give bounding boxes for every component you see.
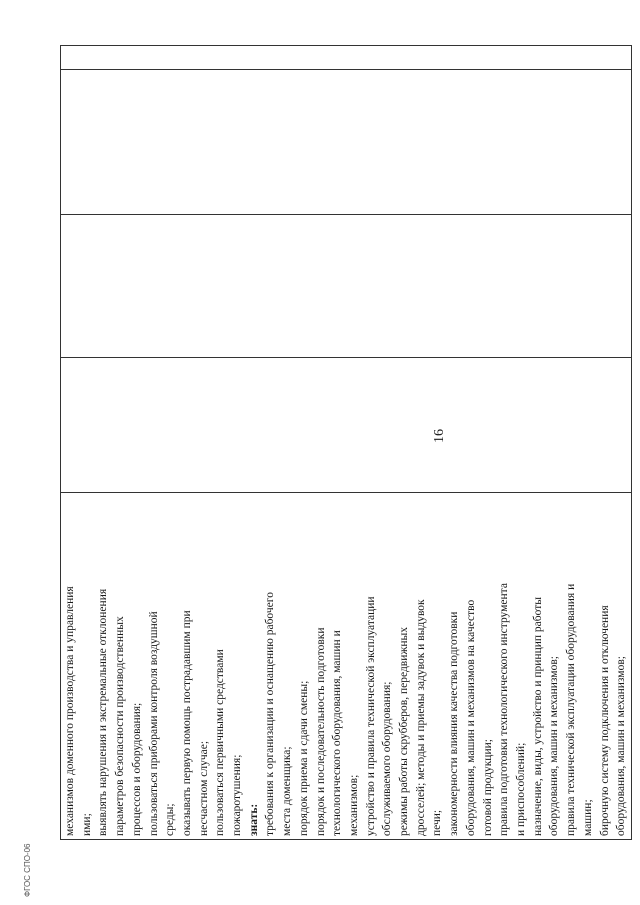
content-line: назначение, виды, устройство и принцип работы — [531, 597, 544, 836]
content-line: устройство и правила технической эксплуатации — [364, 596, 377, 836]
content-cell — [61, 493, 632, 840]
page-number: 16 — [432, 429, 447, 443]
content-line: параметров безопасности производственных — [114, 616, 127, 836]
content-line: оказывать первую помощь пострадавшим при — [180, 610, 193, 836]
content-line: бирочную систему подключения и отключения — [598, 605, 611, 836]
table-row — [61, 46, 632, 840]
empty-cell — [61, 358, 632, 493]
content-line: процессов и оборудования; — [130, 702, 143, 836]
content-line: пожаротушения; — [231, 754, 244, 836]
competency-table — [60, 45, 632, 840]
content-line: правила подготовки технологического инструмента — [498, 583, 511, 836]
content-line: правила технической эксплуатации оборудования и — [565, 583, 578, 836]
content-line: оборудования, машин и механизмов; — [615, 656, 628, 836]
document-code: ФГОС СПО-06 — [23, 843, 32, 897]
content-line: ими; — [80, 813, 93, 836]
content-line: механизмов доменного производства и управления — [64, 586, 76, 836]
content-line: среды; — [164, 803, 177, 836]
content-line: дросселей; методы и приемы задувок и выдувок — [414, 599, 427, 836]
content-line: и приспособлений; — [514, 742, 527, 836]
content-line: места доменщика; — [281, 746, 294, 836]
content-line: механизмов; — [347, 774, 360, 836]
content-line: режимы работы скрубберов, передвижных — [398, 627, 411, 836]
content-line: несчастном случае; — [197, 740, 210, 836]
content-line: печи; — [431, 809, 444, 836]
content-line: закономерности влияния качества подготовки — [448, 611, 461, 836]
empty-cell — [61, 215, 632, 358]
content-line: выявлять нарушения и экстремальные отклонения — [97, 588, 110, 836]
content-line: требования к организации и оснащению рабочего — [264, 592, 277, 836]
content-line: готовой продукции; — [481, 739, 494, 836]
content-line: оборудования, машин и механизмов; — [548, 656, 561, 836]
content-line: порядок приема и сдачи смены; — [297, 680, 310, 836]
content-lines — [62, 496, 630, 836]
content-line: порядок и последовательность подготовки — [314, 627, 327, 836]
empty-cell — [61, 70, 632, 215]
content-line: машин; — [581, 799, 594, 836]
empty-cell — [61, 46, 632, 70]
content-line: технологического оборудования, машин и — [331, 630, 344, 836]
content-line: обслуживаемого оборудования; — [381, 681, 394, 836]
content-line: пользоваться приборами контроля воздушной — [147, 611, 160, 836]
section-heading: знать: — [247, 803, 260, 836]
content-line: пользоваться первичными средствами — [214, 649, 227, 836]
content-line: оборудования, машин и механизмов на качество — [464, 599, 477, 836]
